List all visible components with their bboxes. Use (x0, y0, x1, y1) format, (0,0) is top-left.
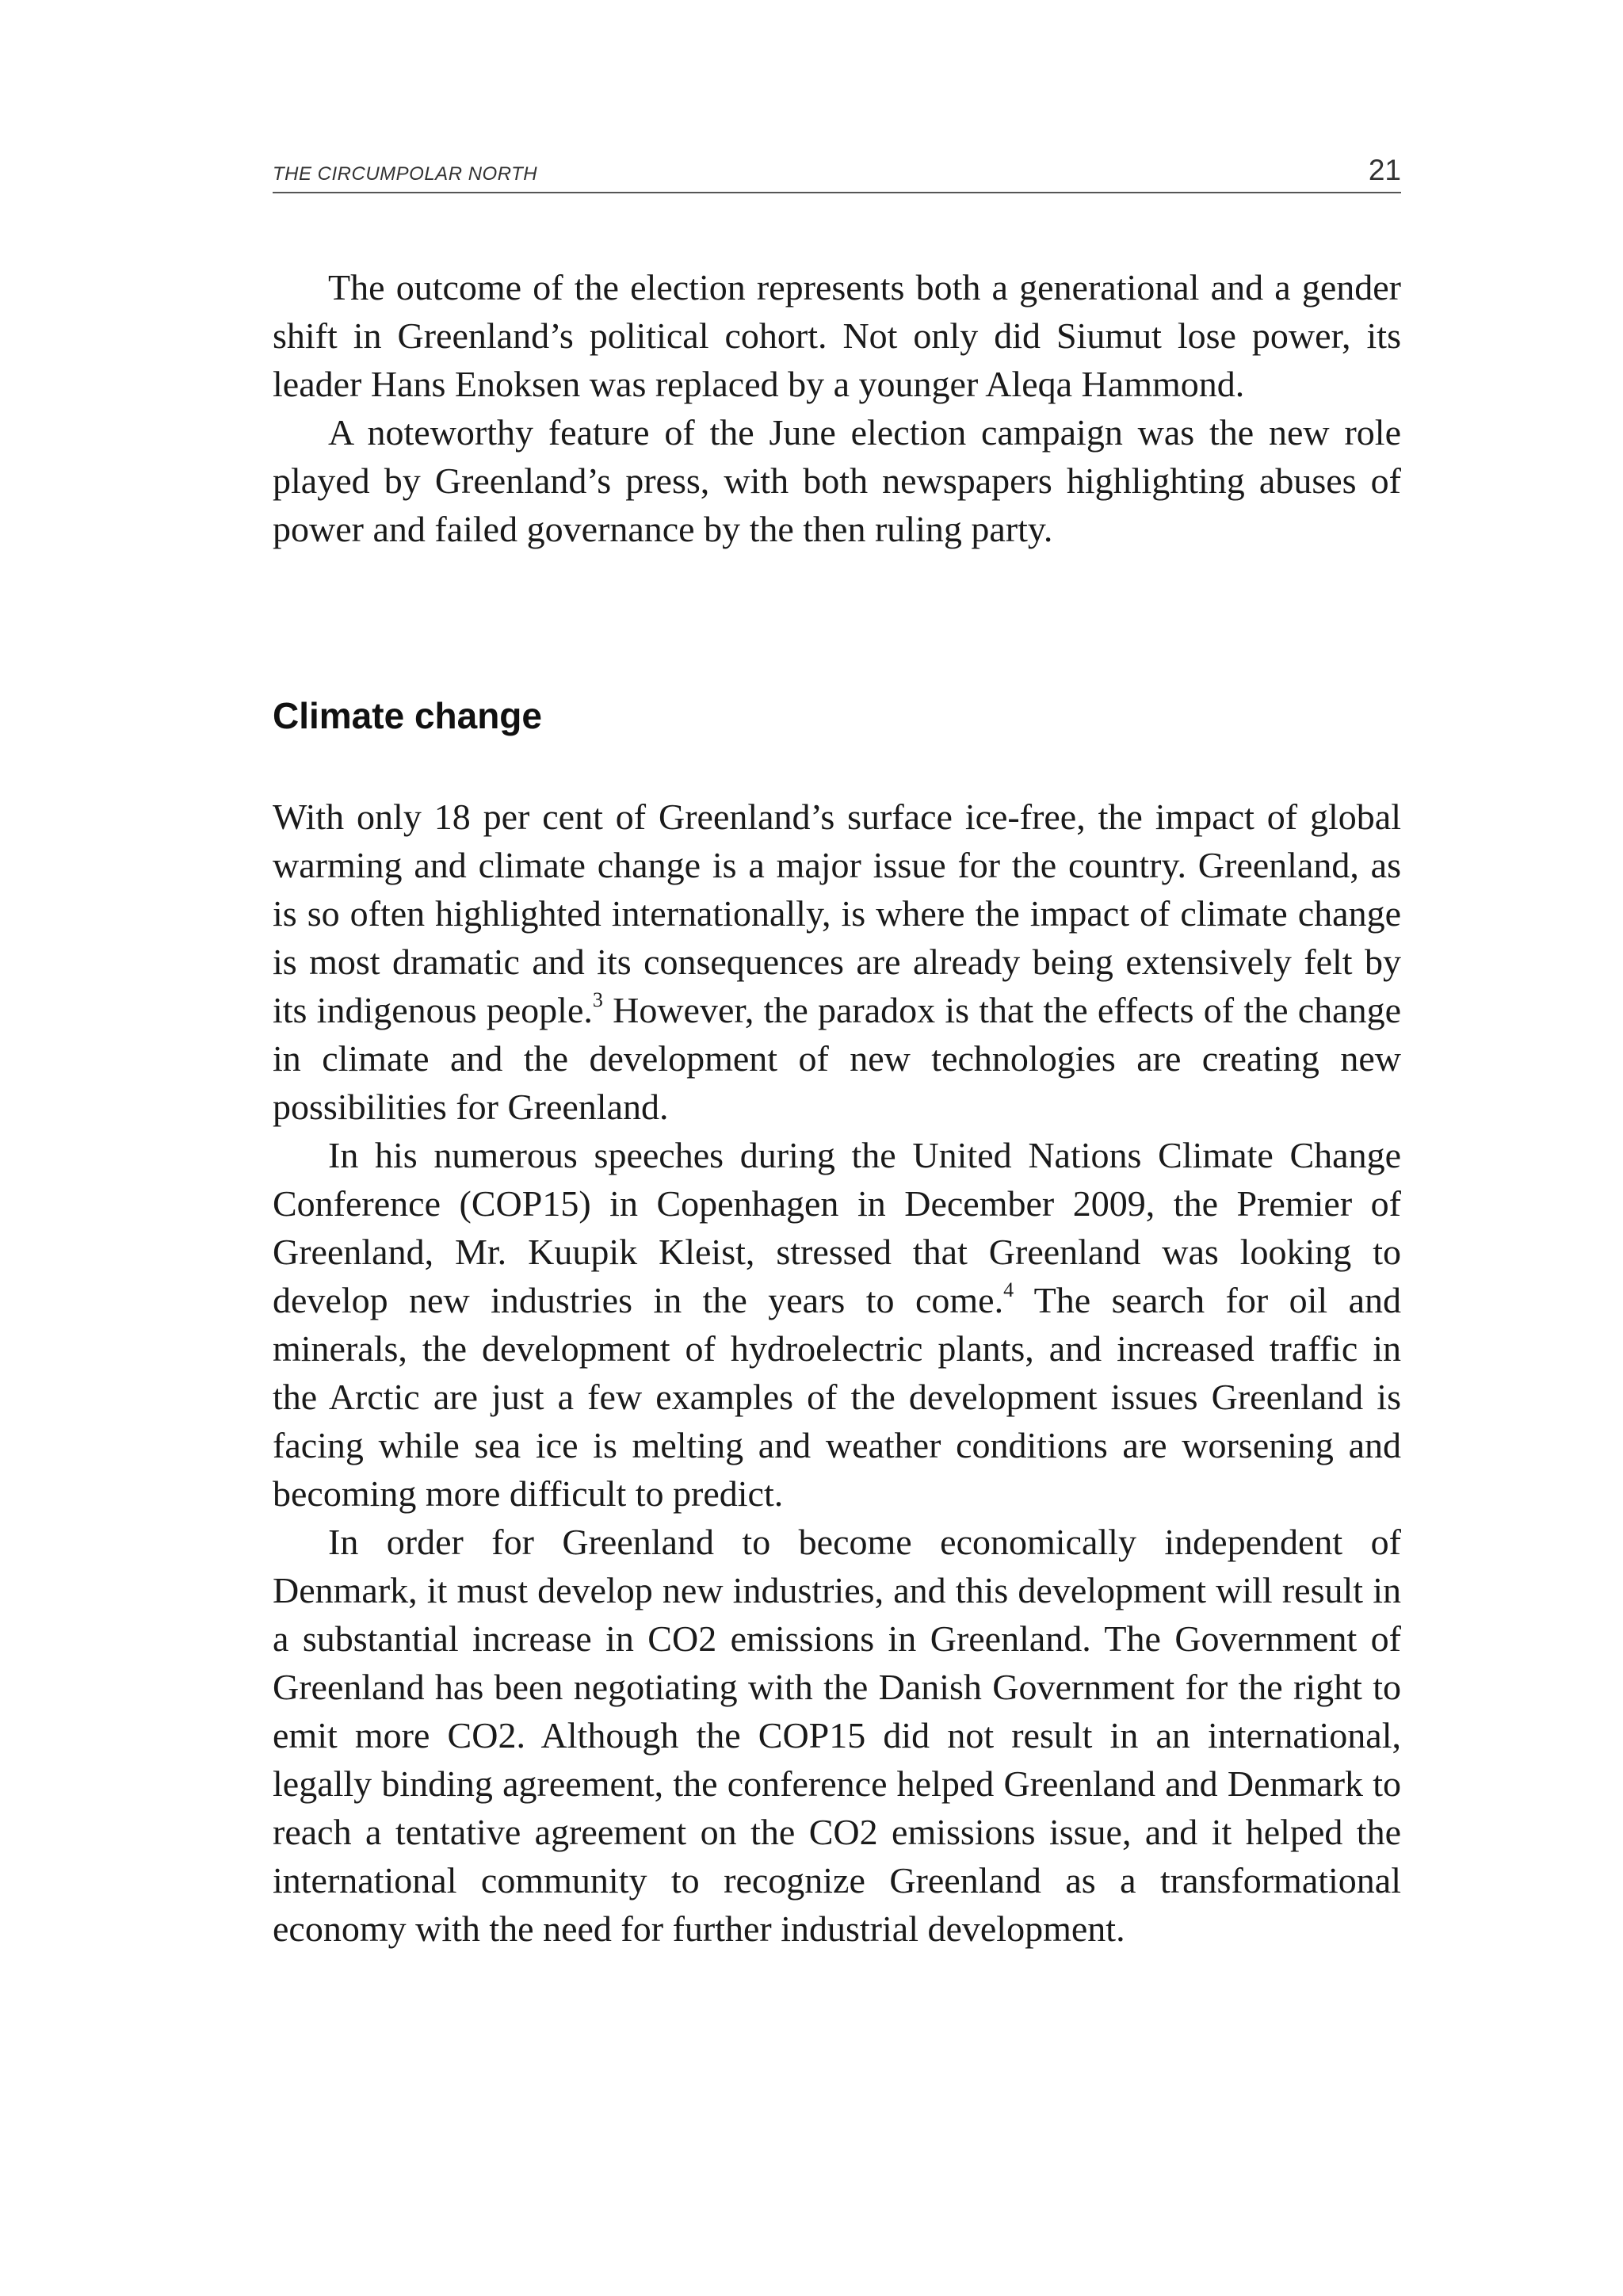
climate-change-section (273, 793, 1401, 1953)
paragraph-text: In his numerous speeches during the United Nations Climate Change Conference (COP15) in Copenhagen in December 2009, the Premier of Greenland, Mr. Kuupik Kleist, stressed that Greenland was looking to develop new industries in the years to come. (273, 1135, 1401, 1320)
footnote-marker-3: 3 (592, 988, 603, 1011)
paragraph-cop15-speeches (273, 1131, 1401, 1518)
paragraph-economic-independence: In order for Greenland to become economically independent of Denmark, it must develop new industries, and this development will result in a substantial increase in CO2 emissions in Greenland. The Government of Greenland has been negotiating with the Danish Government for the right to emit more CO2. Although the COP15 did not result in an international, legally binding agreement, the conference helped Greenland and Denmark to reach a tentative agreement on the CO2 emissions issue, and it helped the international community to recognize Greenland as a transformational economy with the need for further industrial development. (273, 1522, 1401, 1949)
paragraph-press-role: A noteworthy feature of the June election campaign was the new role played by Greenland’s press, with both newspapers highlighting abuses of power and failed governance by the then ruling party. (273, 412, 1401, 549)
footnote-marker-4: 4 (1003, 1278, 1014, 1301)
paragraph-text: With only 18 per cent of Greenland’s surface ice-free, the impact of global warming and climate change is a major issue for the country. Greenland, as is so often highlighted internationally, is where the impact of climate change is most dramatic and its consequences are already being extensively felt by its indigenous people. (273, 797, 1401, 1030)
running-title: THE CIRCUMPOLAR NORTH (273, 163, 538, 185)
opening-paragraphs (273, 263, 1401, 553)
paragraph-text: However, the paradox is that the effects of the change in climate and the development of new technologies are creating new possibilities for Greenland. (273, 990, 1401, 1127)
paragraph-ice-free-surface (273, 793, 1401, 1131)
section-heading: Climate change (273, 695, 542, 736)
paragraph-election-outcome: The outcome of the election represents both a generational and a gender shift in Greenland’s political cohort. Not only did Siumut lose power, its leader Hans Enoksen was replaced by a younger Aleqa Hammond. (273, 267, 1401, 404)
paragraph-text: The search for oil and minerals, the development of hydroelectric plants, and increased traffic in the Arctic are just a few examples of the development issues Greenland is facing while sea ice is melting and weather conditions are worsening and becoming more difficult to predict. (273, 1280, 1401, 1514)
running-header (273, 154, 1401, 193)
page-number: 21 (1368, 154, 1401, 186)
